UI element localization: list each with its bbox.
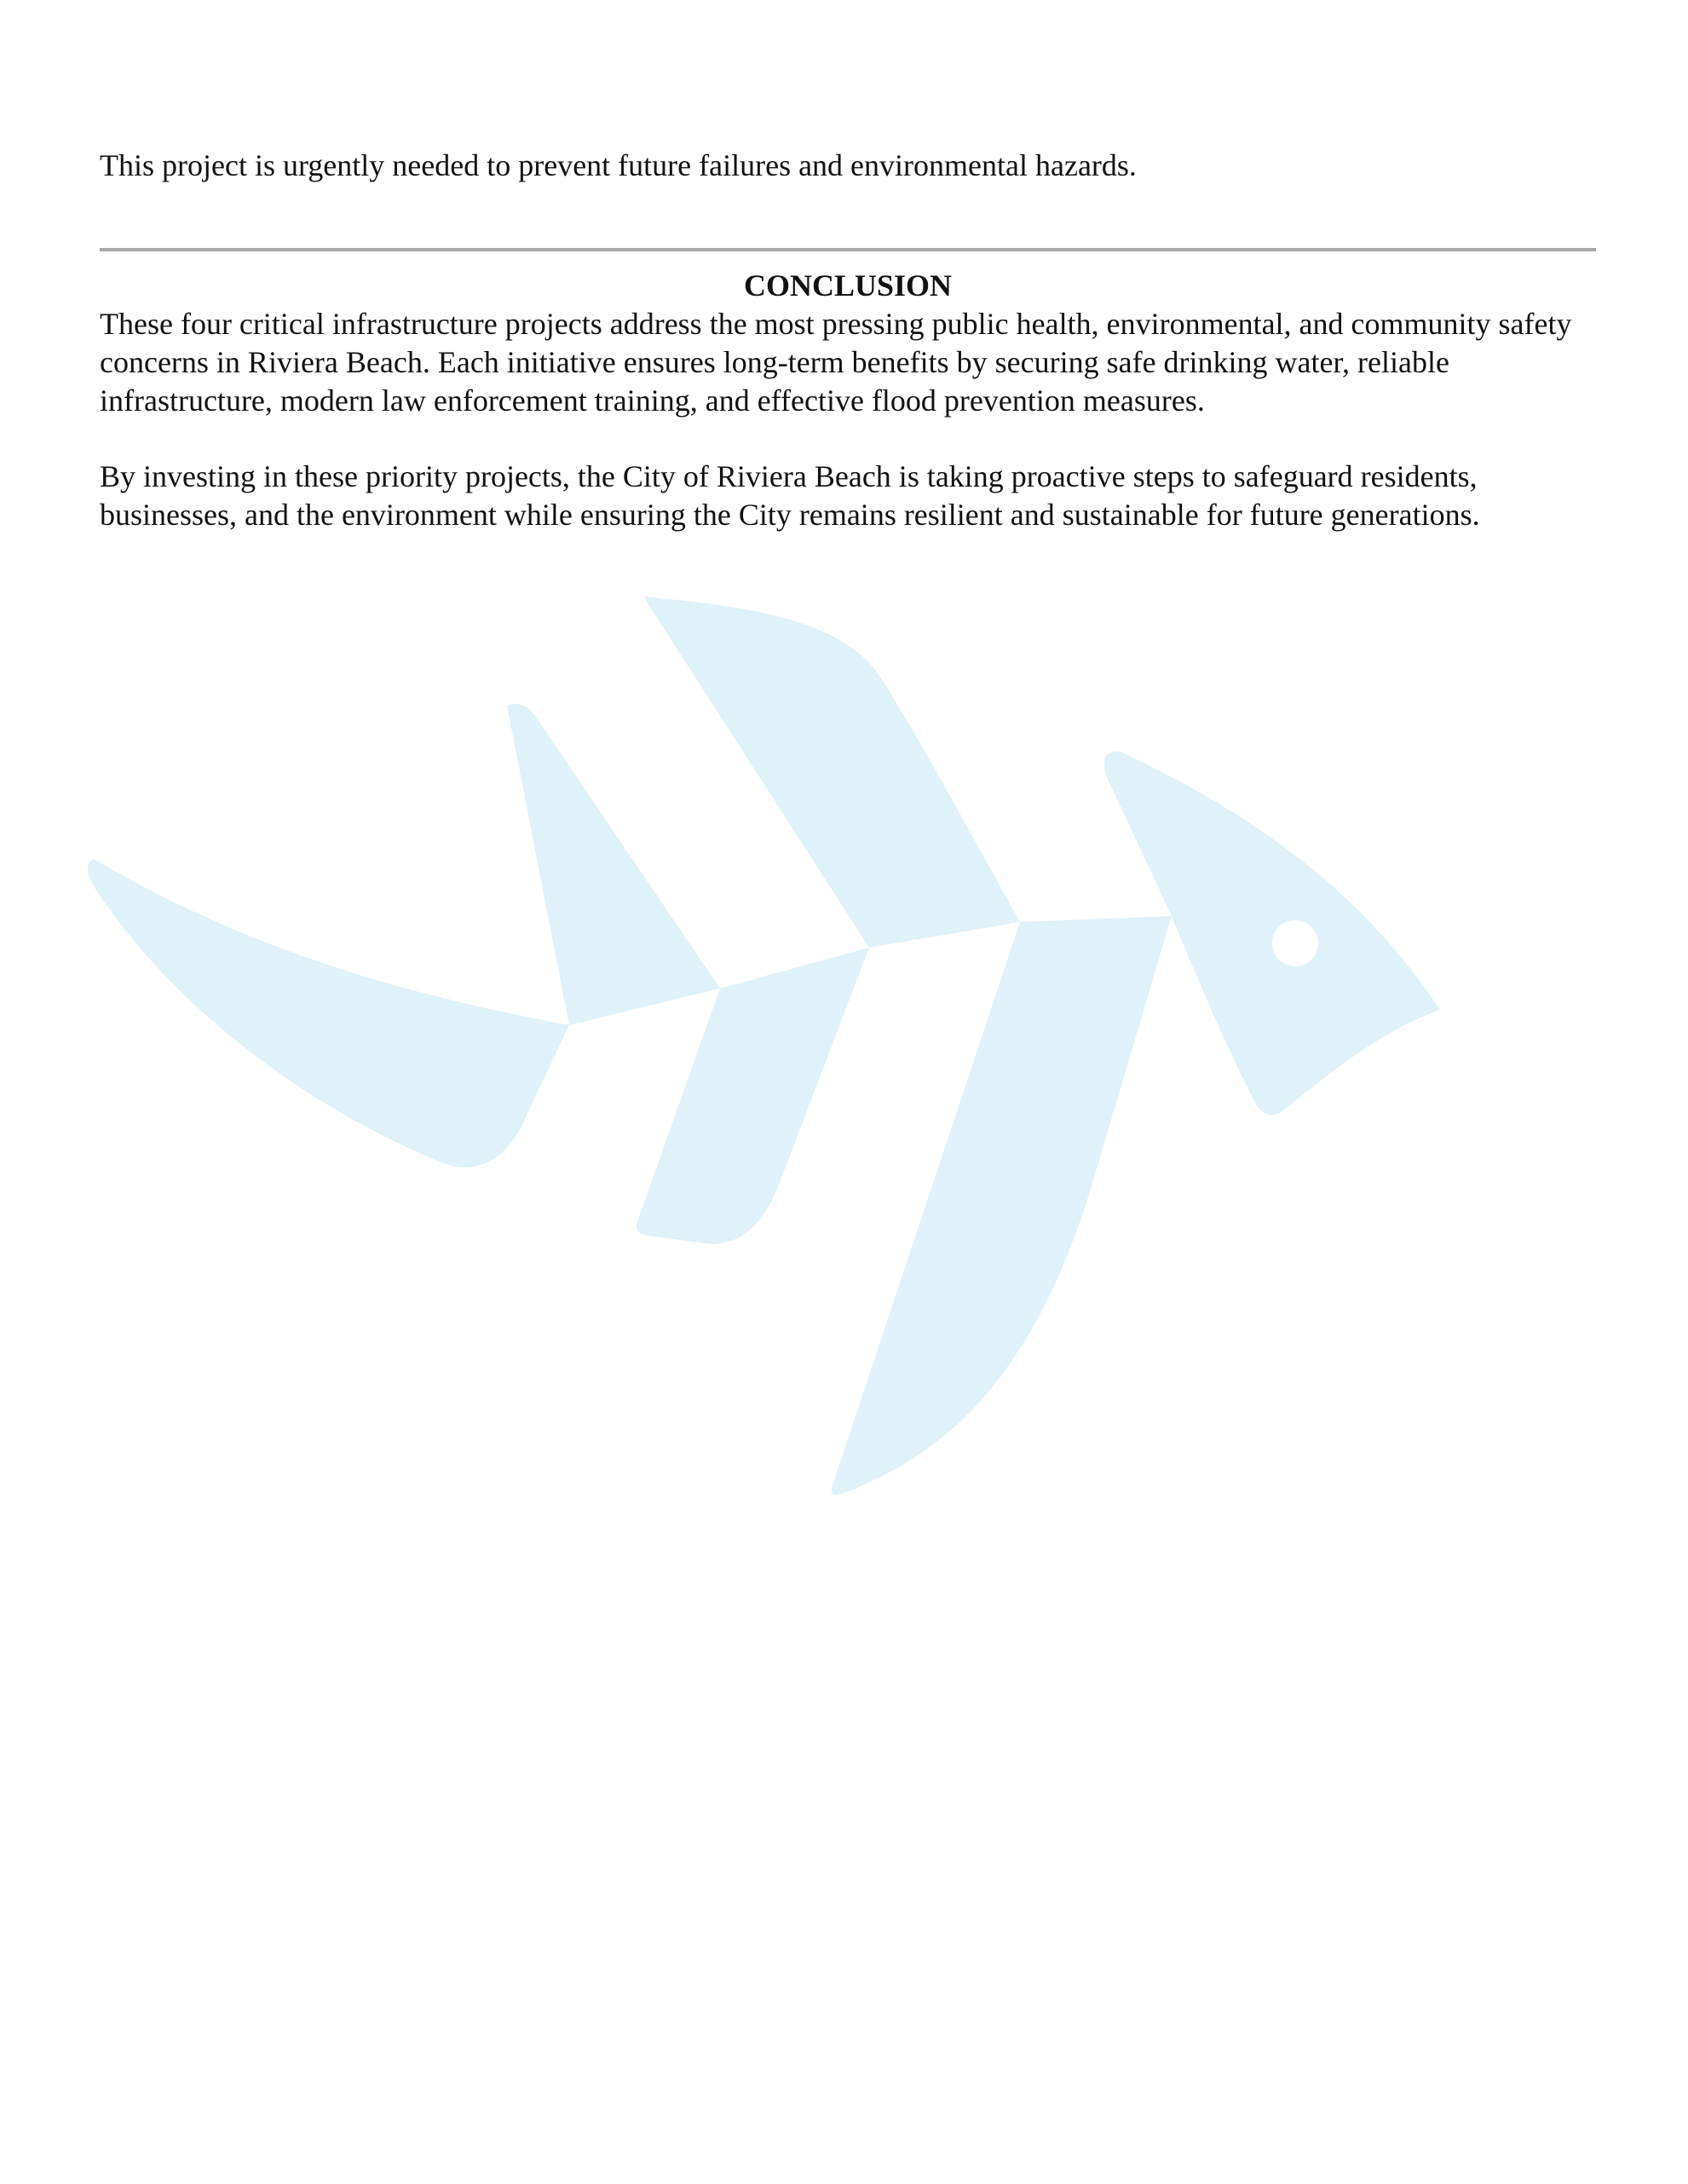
document-body	[100, 147, 1596, 534]
fish-head-shape	[1104, 752, 1440, 1115]
fish-tail-shape	[88, 859, 570, 1167]
conclusion-paragraph-1: These four critical infrastructure projects address the most pressing public health, environmental, and community safety concerns in Riviera Beach. Each initiative ensures long-term benefits by securing safe drinking water, reliable infrastructure, modern law enforcement training, and effective flood prevention measures.	[100, 307, 1572, 418]
fish-upper-fin-2	[643, 596, 1020, 948]
fish-lower-fin-2	[832, 916, 1172, 1495]
intro-paragraph: This project is urgently needed to prevent future failures and environmental hazards.	[100, 148, 1137, 182]
fish-eye-icon	[1272, 920, 1318, 966]
conclusion-heading: CONCLUSION	[743, 268, 953, 303]
section-divider	[100, 248, 1596, 251]
conclusion-paragraph-2: By investing in these priority projects, the City of Riviera Beach is taking proactive steps to safeguard residents, businesses, and the environment while ensuring the City remains resilient and sustainable for future generations.	[100, 459, 1480, 532]
fish-upper-fin-1	[507, 704, 720, 1025]
fish-lower-fin-1	[637, 948, 869, 1244]
